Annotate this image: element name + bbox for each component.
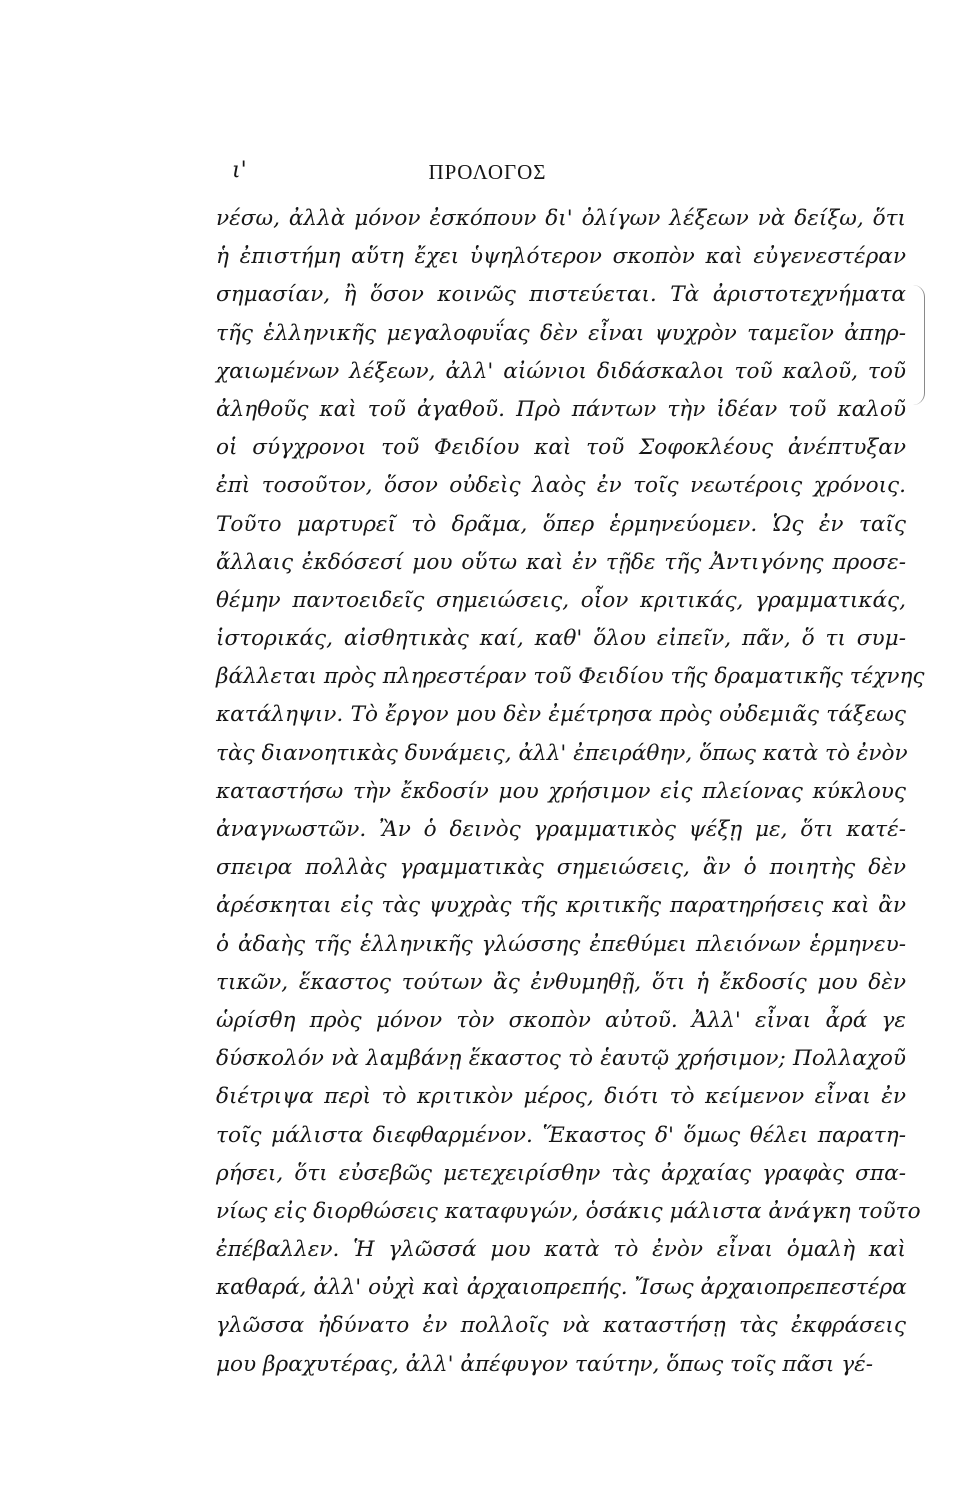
page-number: ι' (232, 158, 247, 183)
text-line: ὁ ἀδαὴς τῆς ἑλληνικῆς γλώσσης ἐπεθύμει πλειόνων ἑρμηνευ- (216, 931, 906, 957)
text-line: νίως εἰς διορθώσεις καταφυγών, ὁσάκις μάλιστα ἀνάγκη τοῦτο (216, 1198, 921, 1224)
text-line: σημασίαν, ἢ ὅσον κοινῶς πιστεύεται. Τὰ ἀριστοτεχνήματα (216, 282, 906, 308)
running-head: ΠΡΟΛΟΓΟΣ (428, 160, 547, 184)
text-line: Τοῦτο μαρτυρεῖ τὸ δρᾶμα, ὅπερ ἑρμηνεύομεν. Ὡς ἐν ταῖς (216, 511, 906, 537)
text-line: θέμην παντοειδεῖς σημειώσεις, οἷον κριτικάς, γραμματικάς, (216, 587, 906, 613)
text-line: τὰς διανοητικὰς δυνάμεις, ἀλλ' ἐπειράθην, ὅπως κατὰ τὸ ἐνὸν (216, 740, 908, 766)
text-line: οἱ σύγχρονοι τοῦ Φειδίου καὶ τοῦ Σοφοκλέους ἀνέπτυξαν (216, 435, 906, 461)
margin-bracket-mark (906, 285, 925, 405)
text-line: μου βραχυτέρας, ἀλλ' ἀπέφυγον ταύτην, ὅπως τοῖς πᾶσι γέ- (216, 1351, 874, 1377)
text-line: ἀρέσκηται εἰς τὰς ψυχρὰς τῆς κριτικῆς παρατηρήσεις καὶ ἂν (216, 893, 906, 919)
text-line: κατάληψιν. Τὸ ἔργον μου δὲν ἐμέτρησα πρὸς οὐδεμιᾶς τάξεως (216, 702, 906, 728)
text-line: ἀληθοῦς καὶ τοῦ ἀγαθοῦ. Πρὸ πάντων τὴν ἰδέαν τοῦ καλοῦ (216, 396, 906, 422)
text-line: νέσω, ἀλλὰ μόνον ἐσκόπουν δι' ὀλίγων λέξεων νὰ δείξω, ὅτι (216, 206, 906, 231)
text-line: τοῖς μάλιστα διεφθαρμένον. Ἕκαστος δ' ὅμως θέλει παρατη- (216, 1122, 906, 1148)
text-line: ἄλλαις ἐκδόσεσί μου οὕτω καὶ ἐν τῇδε τῆς Ἀντιγόνης προσε- (216, 549, 906, 575)
text-line: καταστήσω τὴν ἔκδοσίν μου χρήσιμον εἰς πλείονας κύκλους (216, 778, 906, 804)
text-line: ἡ ἐπιστήμη αὕτη ἔχει ὑψηλότερον σκοπὸν καὶ εὐγενεστέραν (216, 244, 906, 270)
text-line: τικῶν, ἕκαστος τούτων ἂς ἐνθυμηθῇ, ὅτι ἡ ἔκδοσίς μου δὲν (216, 969, 906, 995)
text-line: ἐπὶ τοσοῦτον, ὅσον οὐδεὶς λαὸς ἐν τοῖς νεωτέροις χρόνοις. (216, 473, 906, 499)
body-text (216, 200, 925, 1384)
text-line: ὡρίσθη πρὸς μόνον τὸν σκοπὸν αὐτοῦ. Ἀλλ' εἶναι ἆρά γε (216, 1007, 906, 1033)
text-line: ἐπέβαλλεν. Ἡ γλῶσσά μου κατὰ τὸ ἐνὸν εἶναι ὁμαλὴ καὶ (216, 1237, 906, 1263)
text-line: ἱστορικάς, αἰσθητικὰς καί, καθ' ὅλου εἰπεῖν, πᾶν, ὅ τι συμ- (216, 626, 906, 652)
text-line: ρήσει, ὅτι εὐσεβῶς μετεχειρίσθην τὰς ἀρχαίας γραφὰς σπα- (216, 1160, 906, 1186)
text-line: διέτριψα περὶ τὸ κριτικὸν μέρος, διότι τὸ κείμενον εἶναι ἐν (216, 1084, 906, 1110)
text-line: σπειρα πολλὰς γραμματικὰς σημειώσεις, ἂν ὁ ποιητὴς δὲν (216, 855, 906, 881)
text-line: δύσκολόν νὰ λαμβάνῃ ἕκαστος τὸ ἑαυτῷ χρήσιμον; Πολλαχοῦ (216, 1046, 906, 1072)
text-line: χαιωμένων λέξεων, ἀλλ' αἰώνιοι διδάσκαλοι τοῦ καλοῦ, τοῦ (216, 358, 906, 384)
text-line: καθαρά, ἀλλ' οὐχὶ καὶ ἀρχαιοπρεπής. Ἴσως ἀρχαιοπρεπεστέρα (216, 1275, 907, 1301)
text-line: ἀναγνωστῶν. Ἂν ὁ δεινὸς γραμματικὸς ψέξῃ με, ὅτι κατέ- (216, 817, 906, 842)
text-line: γλῶσσα ἠδύνατο ἐν πολλοῖς νὰ καταστήσῃ τὰς ἐκφράσεις (216, 1313, 906, 1339)
text-line: τῆς ἑλληνικῆς μεγαλοφυΐας δὲν εἶναι ψυχρὸν ταμεῖον ἀπηρ- (216, 320, 906, 346)
text-line: βάλλεται πρὸς πληρεστέραν τοῦ Φειδίου τῆς δραματικῆς τέχνης (216, 664, 925, 690)
